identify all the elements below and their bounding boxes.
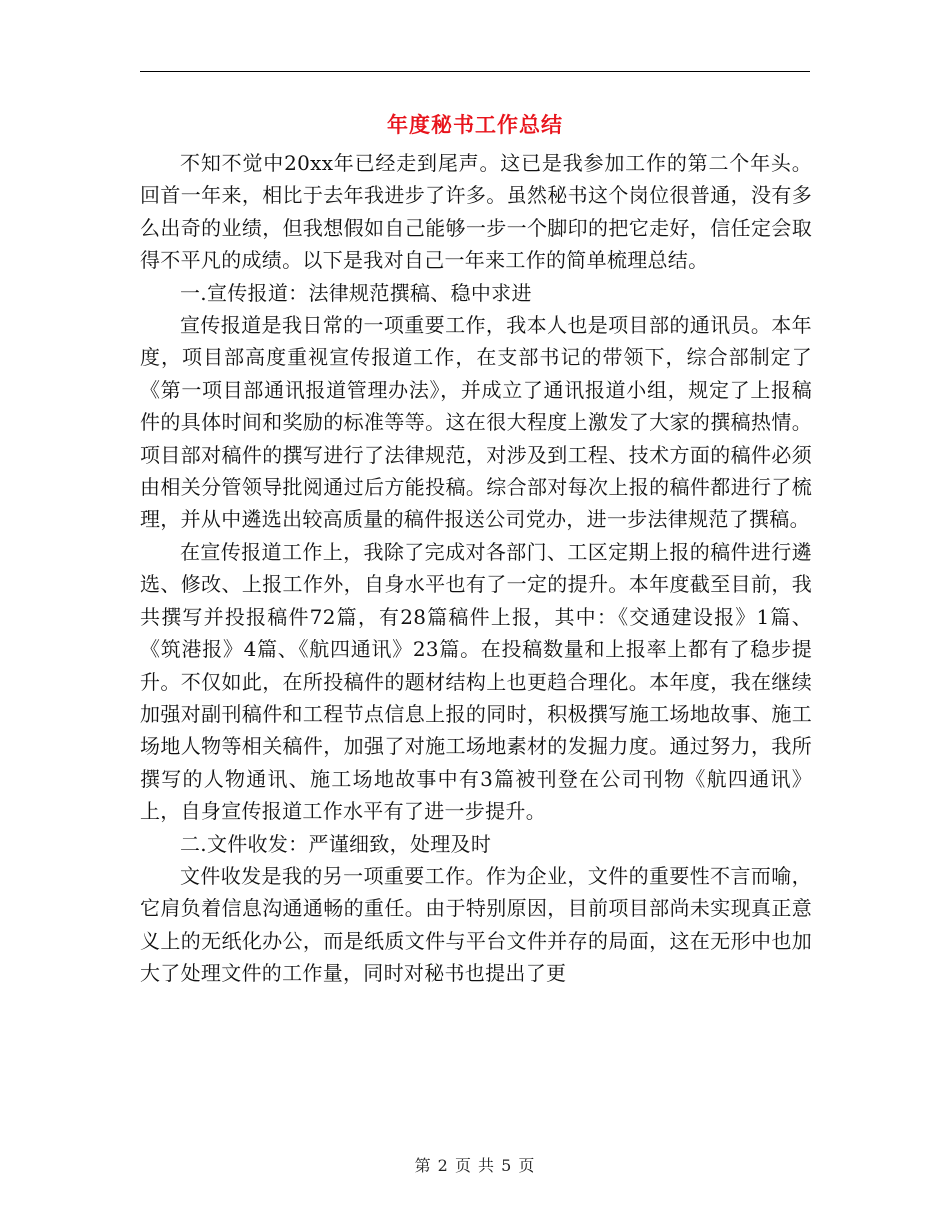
header-rule — [140, 71, 810, 72]
publicity-paragraph-1: 宣传报道是我日常的一项重要工作，我本人也是项目部的通讯员。本年度，项目部高度重视宣传报道工作，在支部书记的带领下，综合部制定了《第一项目部通讯报道管理办法》，并成立了通讯报道小组，规定了上报稿件的具体时间和奖励的标准等等。这在很大程度上激发了大家的撰稿热情。项目部对稿件的撰写进行了法律规范，对涉及到工程、技术方面的稿件必须由相关分管领导批阅通过后方能投稿。综合部对每次上报的稿件都进行了梳理，并从中遴选出较高质量的稿件报送公司党办，进一步法律规范了撰稿。 — [140, 313, 812, 532]
intro-paragraph: 不知不觉中20xx年已经走到尾声。这已是我参加工作的第二个年头。回首一年来，相比于去年我进步了许多。虽然秘书这个岗位很普通，没有多么出奇的业绩，但我想假如自己能够一步一个脚印的把它走好，信任定会取得不平凡的成绩。以下是我对自己一年来工作的简单梳理总结。 — [140, 151, 812, 273]
section-heading-publicity: 一.宣传报道：法律规范撰稿、稳中求进 — [180, 280, 532, 305]
publicity-paragraph-2: 在宣传报道工作上，我除了完成对各部门、工区定期上报的稿件进行遴选、修改、上报工作外，自身水平也有了一定的提升。本年度截至目前，我共撰写并投报稿件72篇，有28篇稿件上报，其中：《交通建设报》1篇、《筑港报》4篇、《航四通讯》23篇。在投稿数量和上报率上都有了稳步提升。不仅如此，在所投稿件的题材结构上也更趋合理化。本年度，我在继续加强对副刊稿件和工程节点信息上报的同时，积极撰写施工场地故事、施工场地人物等相关稿件，加强了对施工场地素材的发掘力度。通过努力，我所撰写的人物通讯、施工场地故事中有3篇被刊登在公司刊物《航四通讯》上，自身宣传报道工作水平有了进一步提升。 — [140, 539, 812, 824]
documents-paragraph: 文件收发是我的另一项重要工作。作为企业，文件的重要性不言而喻，它肩负着信息沟通通畅的重任。由于特别原因，目前项目部尚未实现真正意义上的无纸化办公，而是纸质文件与平台文件并存的局面，这在无形中也加大了处理文件的工作量，同时对秘书也提出了更 — [140, 863, 812, 986]
page-number-footer: 第 2 页 共 5 页 — [414, 1156, 536, 1175]
document-title: 年度秘书工作总结 — [387, 112, 563, 137]
section-heading-documents: 二.文件收发：严谨细致，处理及时 — [180, 831, 492, 856]
document-body — [140, 147, 812, 990]
